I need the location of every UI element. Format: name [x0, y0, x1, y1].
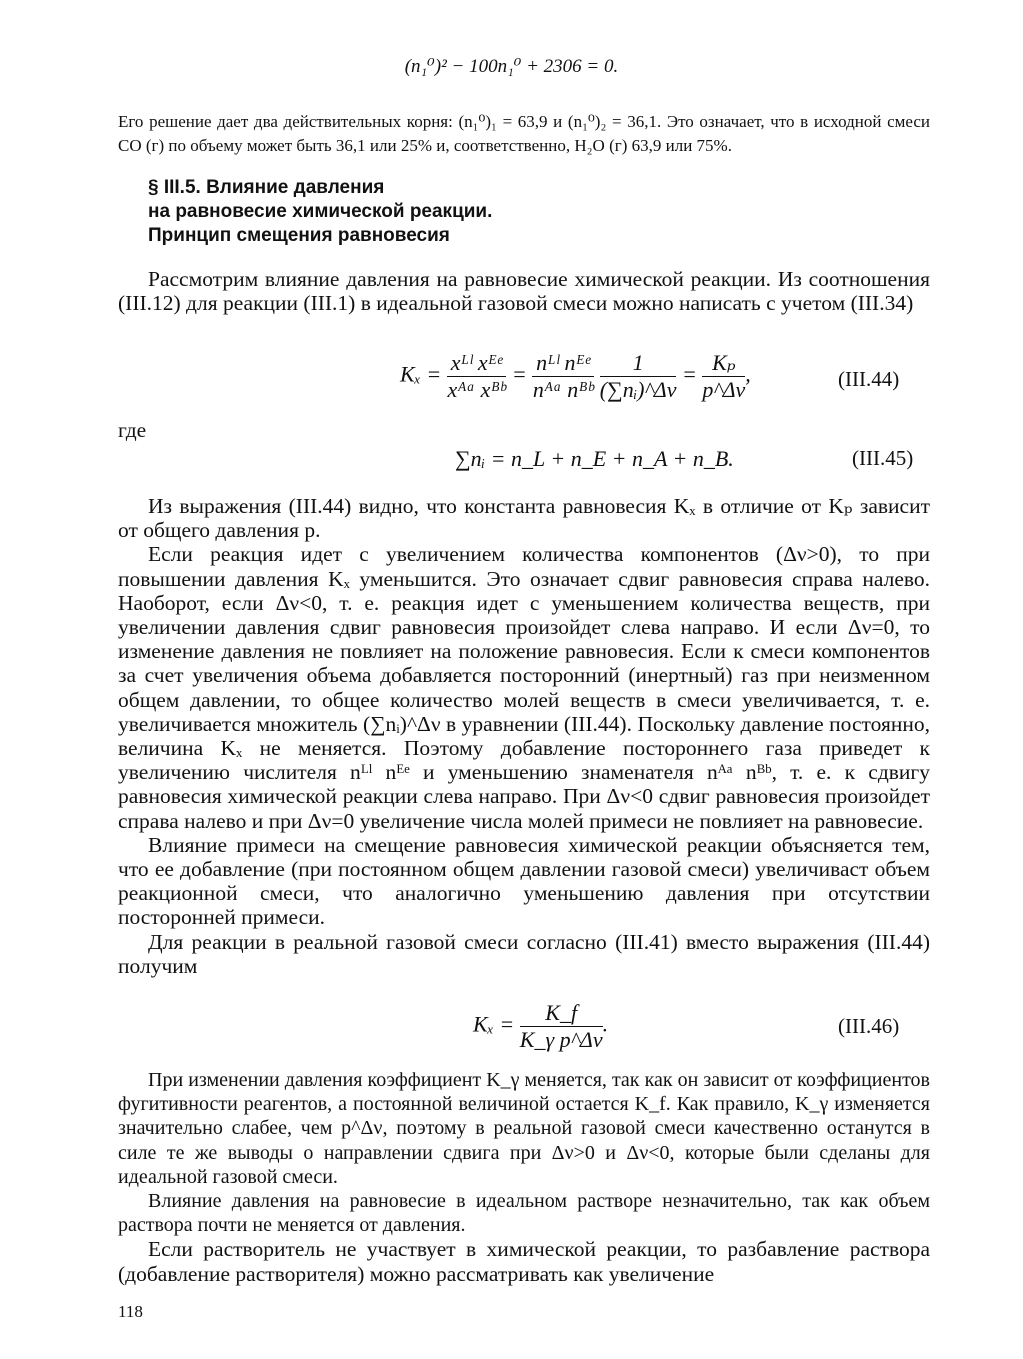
paragraph-1 — [118, 267, 930, 315]
eq46-lhs: Kₓ = — [473, 1011, 515, 1037]
eq46-num: K_f — [520, 1000, 603, 1027]
top-equation: (n₁⁰)² − 100n₁⁰ + 2306 = 0. — [404, 56, 619, 77]
eq44-f2-num: nᴸˡ nᴱᵉ — [532, 350, 594, 377]
equation-III-45: ∑nᵢ = n_L + n_E + n_A + n_B. — [455, 446, 734, 471]
paragraph-8: Если растворитель не участвует в химической реакции, то разбавление раствора (добавление растворителя) можно рассматривать как увеличение — [118, 1237, 930, 1286]
eq45-number: (III.45) — [852, 446, 914, 470]
eq44-f4-den: p^Δν — [702, 377, 746, 402]
paragraph-6: При изменении давления коэффициент K_γ меняется, так как он зависит от коэффициентов фугитивности реагентов, а постоянной величиной остается K_f. Как правило, K_γ изменяется значительно слабее, чем p^Δν, поэтому в реальной газовой смеси качественно останутся в силе те же выводы о направлении сдвига при Δν>0 и Δν<0, которые были сделаны для идеальной газовой смеси. — [118, 1069, 930, 1188]
page-number: 118 — [118, 1302, 143, 1321]
eq44-f2-den: nᴬᵃ nᴮᵇ — [532, 377, 594, 402]
section-heading-line2: на равновесие химической реакции. — [148, 201, 493, 222]
paragraph-5: Для реакции в реальной газовой смеси согласно (III.41) вместо выражения (III.44) получим — [118, 929, 930, 978]
intro-text: Его решение дает два действительных корня: (n₁⁰)₁ = 63,9 и (n₁⁰)₂ = 36,1. Это означает, что в исходной смеси CO (г) по объему может быть 36,1 или 25% и, соответственно, H₂O (г) 63,9 или 75%. — [118, 112, 930, 155]
section-heading-line3: Принцип смещения равновесия — [148, 225, 450, 246]
eq44-number: (III.44) — [838, 367, 900, 391]
eq44-lhs: Kₓ = — [400, 361, 442, 387]
paragraph-7: Влияние давления на равновесие в идеальном растворе незначительно, так как объем раствора почти не меняется от давления. — [118, 1190, 930, 1237]
where-label: где — [118, 418, 147, 442]
eq44-fraction-kp — [702, 350, 745, 403]
eq46-den: K_γ p^Δν — [519, 1027, 603, 1052]
paragraph-2: Из выражения (III.44) видно, что константа равновесия Kₓ в отличие от Kₚ зависит от общего давления p. — [118, 494, 930, 543]
eq44-fraction-n — [532, 350, 594, 403]
eq44-fraction-sum — [600, 350, 677, 403]
eq46-fraction — [520, 1000, 603, 1053]
eq44-f3-den: (∑nᵢ)^Δν — [599, 377, 677, 402]
eq44-fraction-x — [447, 350, 507, 403]
closing-text — [118, 1068, 930, 1286]
eq44-f1-num: xᴸˡ xᴱᵉ — [447, 350, 507, 377]
eq44-f1-den: xᴬᵃ xᴮᵇ — [447, 377, 506, 402]
equation-III-44: Kₓ = $\frac{\text{xᴸˡ xᴱᵉ}}{\text{xᴬᵃ xᴮᵇ}}$ = $\frac{\text{nᴸˡ nᴱᵉ}}{\text{nᴬᵃ nᴮᵇ}}$ $\frac{1}{\text{(∑nᵢ)\textasciicircum{}Δν}}$ = $\frac{\text{Kₚ}}{p\^{}\Delta\nu}$ , — [400, 350, 751, 402]
section-heading — [148, 176, 492, 248]
equation-III-46: Kₓ = $\frac{K\_f}{\text{K\_γ p\textasciicircum{}Δν}}$ . — [473, 1000, 609, 1052]
paragraph-1-text: Рассмотрим влияние давления на равновесие химической реакции. Из соотношения (III.12) для реакции (III.1) в идеальной газовой смеси можно написать с учетом (III.34) — [118, 267, 930, 316]
eq46-number: (III.46) — [838, 1014, 900, 1038]
eq44-f4-num: Kₚ — [702, 350, 745, 377]
paragraph-4: Влияние примеси на смещение равновесия химической реакции объясняется тем, что ее добавление (при постоянном общем давлении газовой смеси) увеличиваст объем реакционной смеси, что аналогично уменьшению давления при отсутствии посторонней примеси. — [118, 832, 930, 930]
section-heading-line1: § III.5. Влияние давления — [148, 177, 385, 198]
eq44-f3-num: 1 — [600, 350, 677, 377]
main-text — [118, 494, 930, 978]
paragraph-3: Если реакция идет с увеличением количества компонентов (Δν>0), то при повышении давления Kₓ уменьшится. Это означает сдвиг равновесия справа налево. Наоборот, если Δν<0, т. е. реакция идет с уменьшением количества веществ, при увеличении давления сдвиг равновесия произойдет слева направо. И если Δν=0, то изменение давления не повлияет на положение равновесия. Если к смеси компонентов за счет увеличения объема добавляется посторонний (инертный) газ при неизменном общем давлении, то общее количество молей веществ в смеси увеличивается, т. е. увеличивается множитель (∑nᵢ)^Δν в уравнении (III.44). Поскольку давление постоянно, величина Kₓ не меняется. Поэтому добавление постороннего газа приведет к увеличению числителя nᴸˡ nᴱᵉ и уменьшению знаменателя nᴬᵃ nᴮᵇ, т. е. к сдвигу равновесия химической реакции слева направо. При Δν<0 сдвиг равновесия произойдет справа налево и при Δν=0 увеличение числа молей примеси не повлияет на равновесие. — [118, 542, 930, 833]
